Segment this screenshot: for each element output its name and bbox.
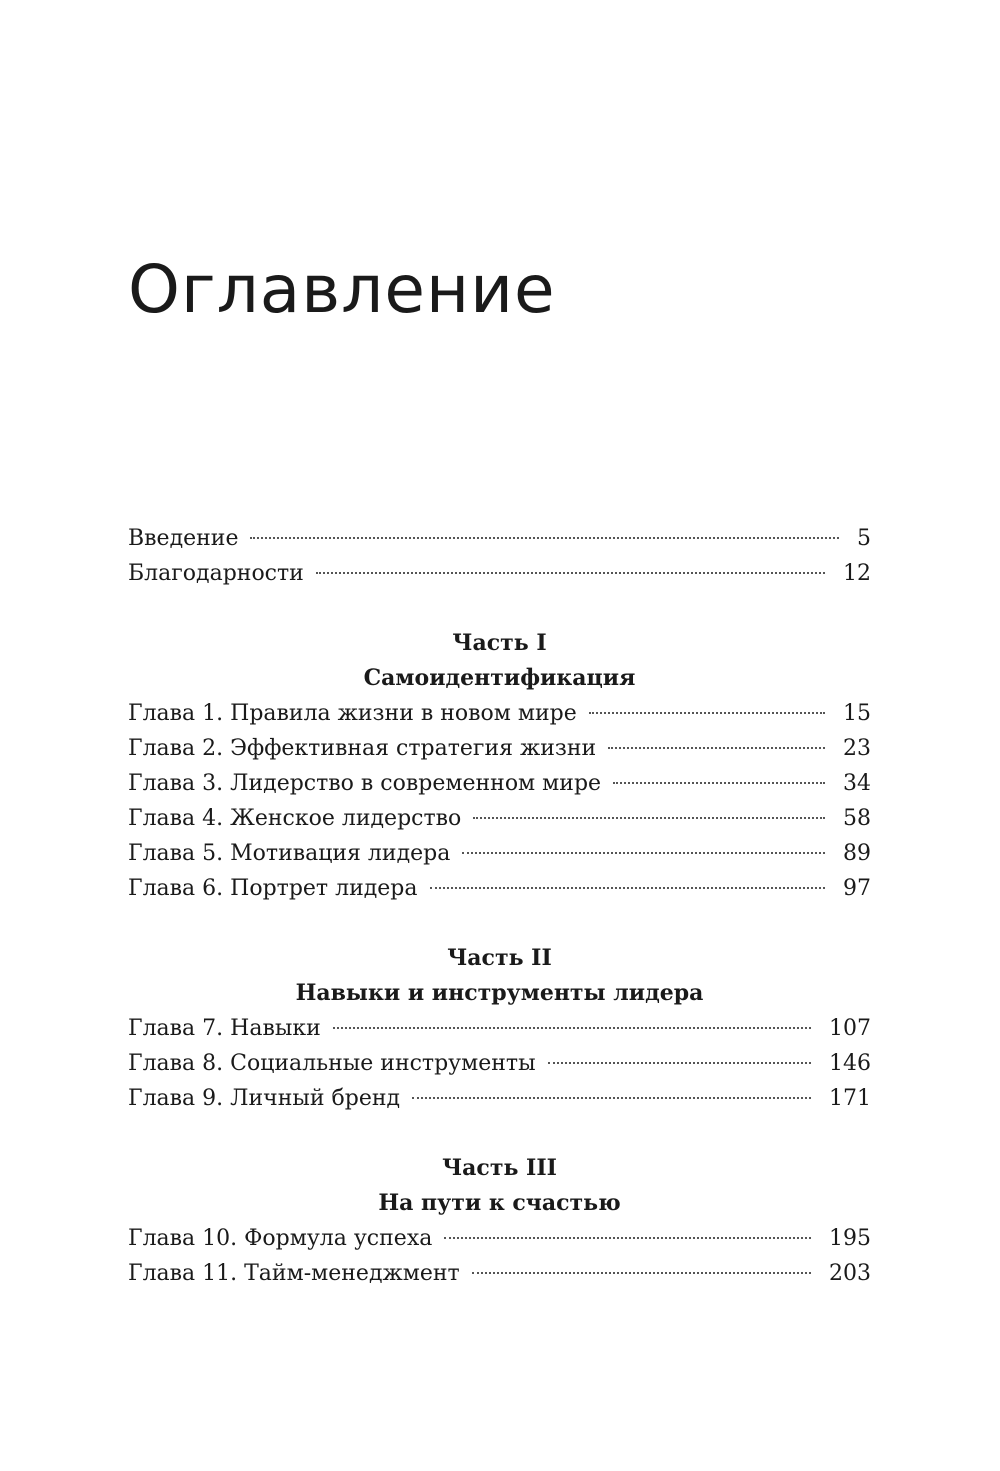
toc-entry-label: Глава 11. Тайм-менеджмент [128,1261,460,1286]
toc-entry-label: Глава 10. Формула успеха [128,1226,433,1251]
toc-entry-label: Глава 3. Лидерство в современном мире [128,771,602,796]
toc-entry-page: 5 [857,526,871,551]
toc-entry-label: Глава 9. Личный бренд [128,1086,401,1111]
toc-entry-chapter-10[interactable] [128,1221,871,1256]
toc-entry-page: 97 [843,876,871,901]
part-2-number: Часть II [447,945,552,971]
toc-entry-chapter-5[interactable] [128,836,871,871]
toc-entry-chapter-7[interactable] [128,1011,871,1046]
toc-entry-label: Глава 4. Женское лидерство [128,806,462,831]
toc-entry-chapter-8[interactable] [128,1046,871,1081]
dot-leader [608,747,825,749]
dot-leader [412,1097,811,1099]
toc-entry-label: Введение [128,526,239,551]
page-title: Оглавление [128,251,556,328]
part-3-name: На пути к счастью [378,1190,621,1216]
toc-entry-page: 34 [843,771,871,796]
part-1-number: Часть I [452,630,547,656]
toc-entry-label: Глава 7. Навыки [128,1016,321,1041]
toc-entry-chapter-6[interactable] [128,871,871,906]
toc-entry-label: Глава 6. Портрет лидера [128,876,418,901]
toc-entry-page: 146 [829,1051,871,1076]
part-1-name: Самоидентификация [363,665,636,691]
spacer [128,906,871,941]
table-of-contents [128,521,871,1291]
dot-leader [472,1272,811,1274]
toc-entry-page: 23 [843,736,871,761]
toc-entry-label: Благодарности [128,561,304,586]
toc-entry-label: Глава 2. Эффективная стратегия жизни [128,736,597,761]
toc-entry-page: 89 [843,841,871,866]
dot-leader [548,1062,811,1064]
toc-entry-page: 58 [843,806,871,831]
dot-leader [250,537,839,539]
toc-entry-chapter-1[interactable] [128,696,871,731]
toc-entry-page: 171 [829,1086,871,1111]
toc-entry-chapter-9[interactable] [128,1081,871,1116]
toc-entry-page: 107 [829,1016,871,1041]
toc-entry-chapter-2[interactable] [128,731,871,766]
toc-entry-label: Глава 5. Мотивация лидера [128,841,451,866]
dot-leader [333,1027,811,1029]
dot-leader [589,712,825,714]
dot-leader [473,817,825,819]
part-3-number: Часть III [442,1155,557,1181]
toc-entry-label: Глава 8. Социальные инструменты [128,1051,536,1076]
dot-leader [444,1237,811,1239]
toc-entry-acknowledgements[interactable] [128,556,871,591]
dot-leader [316,572,825,574]
toc-entry-chapter-11[interactable] [128,1256,871,1291]
toc-entry-page: 203 [829,1261,871,1286]
toc-entry-page: 12 [843,561,871,586]
toc-entry-page: 15 [843,701,871,726]
dot-leader [430,887,826,889]
spacer [128,1116,871,1151]
toc-entry-chapter-4[interactable] [128,801,871,836]
toc-entry-label: Глава 1. Правила жизни в новом мире [128,701,577,726]
toc-entry-introduction[interactable] [128,521,871,556]
part-2-name: Навыки и инструменты лидера [295,980,704,1006]
toc-entry-page: 195 [829,1226,871,1251]
dot-leader [613,782,825,784]
dot-leader [462,852,825,854]
toc-entry-chapter-3[interactable] [128,766,871,801]
